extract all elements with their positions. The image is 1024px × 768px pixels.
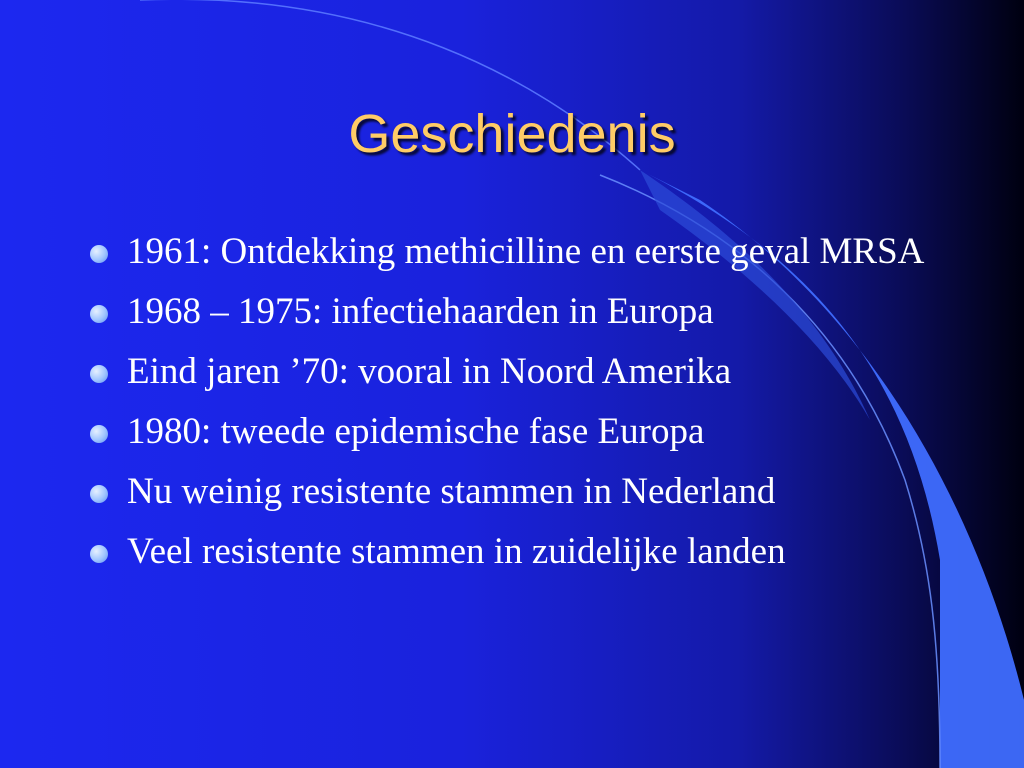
bullet-icon bbox=[90, 305, 108, 323]
list-item bbox=[90, 472, 970, 512]
bullet-text: Nu weinig resistente stammen in Nederland bbox=[127, 471, 776, 512]
bullet-text: 1961: Ontdekking methicilline en eerste geval MRSA bbox=[127, 231, 925, 272]
bullet-icon bbox=[90, 245, 108, 263]
slide-title: Geschiedenis bbox=[348, 104, 676, 164]
list-item bbox=[90, 412, 970, 452]
list-item bbox=[90, 532, 970, 572]
bullet-text: Eind jaren ’70: vooral in Noord Amerika bbox=[127, 351, 732, 392]
bullet-icon bbox=[90, 485, 108, 503]
list-item bbox=[90, 352, 970, 392]
bullet-icon bbox=[90, 545, 108, 563]
bullet-text: 1980: tweede epidemische fase Europa bbox=[127, 411, 705, 452]
bullet-text: Veel resistente stammen in zuidelijke landen bbox=[127, 531, 786, 572]
bullet-icon bbox=[90, 365, 108, 383]
list-item bbox=[90, 292, 970, 332]
bullet-list bbox=[90, 232, 970, 592]
bullet-icon bbox=[90, 425, 108, 443]
bullet-text: 1968 – 1975: infectiehaarden in Europa bbox=[127, 291, 714, 332]
list-item bbox=[90, 232, 970, 272]
